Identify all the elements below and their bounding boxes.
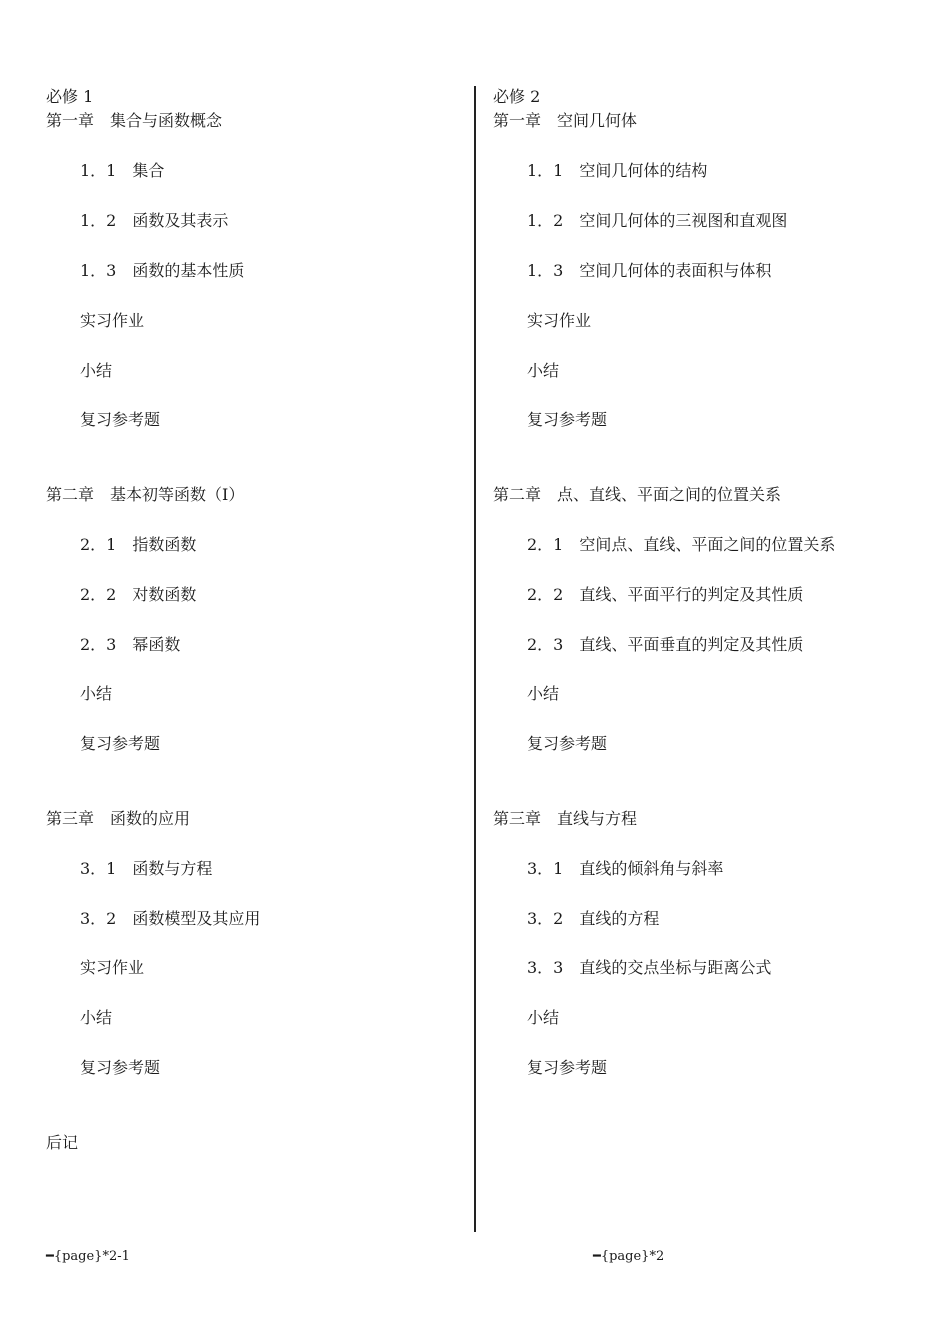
page-footer-right: ━{page}*2: [593, 1249, 665, 1264]
section-item: 1．1 空间几何体的结构: [527, 161, 708, 180]
chapter-title: 第二章 基本初等函数（Ⅰ）: [46, 485, 245, 504]
module-title: 必修 1: [46, 87, 94, 106]
section-item: 3．2 直线的方程: [527, 909, 660, 928]
section-item: 2．2 对数函数: [80, 585, 197, 604]
section-item: 实习作业: [527, 311, 592, 330]
section-item: 小结: [527, 684, 560, 703]
section-item: 小结: [80, 1008, 113, 1027]
section-item: 复习参考题: [527, 1058, 608, 1077]
chapter-title: 第二章 点、直线、平面之间的位置关系: [493, 485, 782, 504]
section-item: 1．2 空间几何体的三视图和直观图: [527, 211, 788, 230]
section-item: 复习参考题: [80, 1058, 161, 1077]
chapter-title: 第三章 直线与方程: [493, 809, 638, 828]
afterword: 后记: [46, 1133, 79, 1152]
section-item: 复习参考题: [80, 410, 161, 429]
section-item: 3．3 直线的交点坐标与距离公式: [527, 958, 772, 977]
section-item: 小结: [80, 361, 113, 380]
section-item: 2．3 直线、平面垂直的判定及其性质: [527, 635, 804, 654]
column-divider: [474, 86, 476, 1232]
chapter-title: 第一章 空间几何体: [493, 111, 638, 130]
section-item: 小结: [80, 684, 113, 703]
module-title: 必修 2: [493, 87, 541, 106]
section-item: 实习作业: [80, 958, 145, 977]
section-item: 2．3 幂函数: [80, 635, 181, 654]
section-item: 1．3 函数的基本性质: [80, 261, 245, 280]
section-item: 1．2 函数及其表示: [80, 211, 229, 230]
section-item: 复习参考题: [80, 734, 161, 753]
section-item: 3．2 函数模型及其应用: [80, 909, 261, 928]
section-item: 1．3 空间几何体的表面积与体积: [527, 261, 772, 280]
chapter-title: 第一章 集合与函数概念: [46, 111, 223, 130]
section-item: 3．1 函数与方程: [80, 859, 213, 878]
page-footer-left: ━{page}*2-1: [46, 1249, 130, 1264]
section-item: 小结: [527, 361, 560, 380]
section-item: 1．1 集合: [80, 161, 165, 180]
section-item: 2．1 指数函数: [80, 535, 197, 554]
section-item: 2．2 直线、平面平行的判定及其性质: [527, 585, 804, 604]
chapter-title: 第三章 函数的应用: [46, 809, 191, 828]
section-item: 复习参考题: [527, 410, 608, 429]
section-item: 复习参考题: [527, 734, 608, 753]
section-item: 实习作业: [80, 311, 145, 330]
section-item: 3．1 直线的倾斜角与斜率: [527, 859, 724, 878]
section-item: 2．1 空间点、直线、平面之间的位置关系: [527, 535, 836, 554]
section-item: 小结: [527, 1008, 560, 1027]
